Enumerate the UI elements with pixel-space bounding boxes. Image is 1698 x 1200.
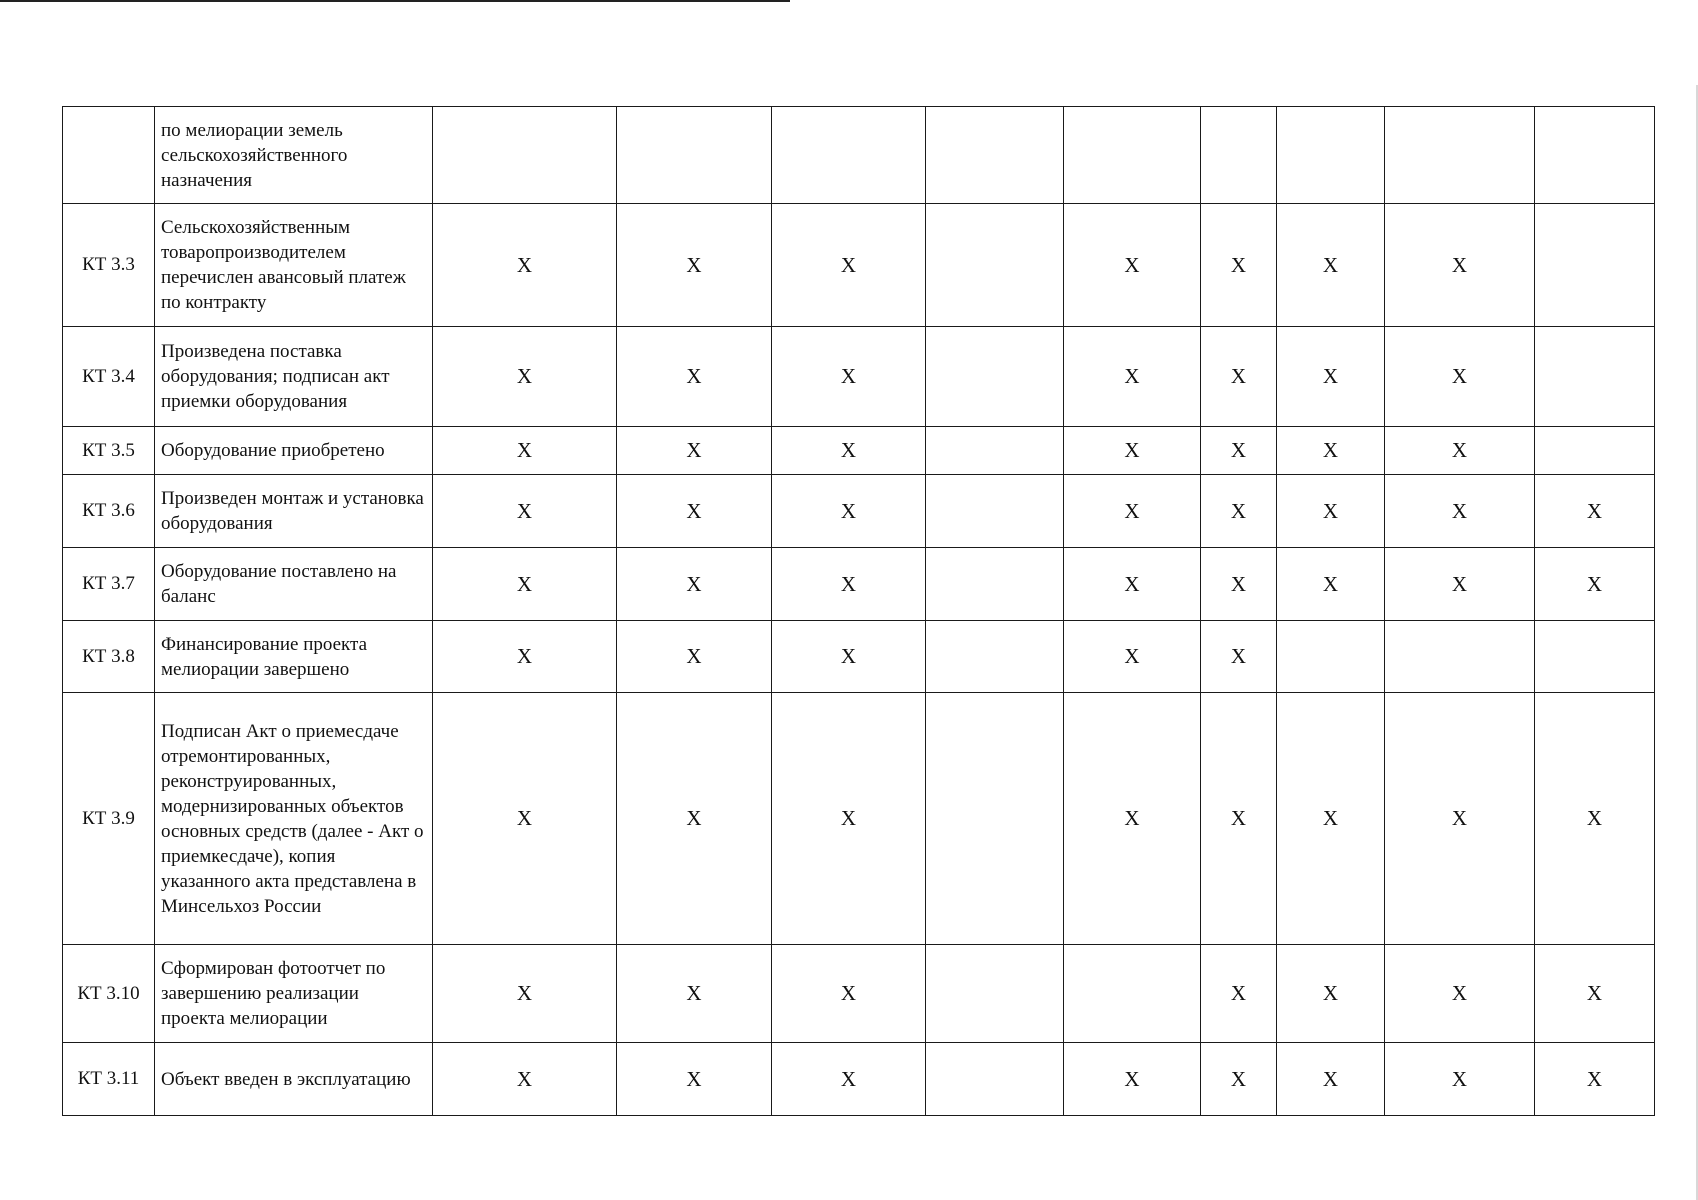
mark-cell bbox=[926, 475, 1064, 548]
row-code: КТ 3.11 bbox=[63, 1043, 155, 1116]
mark-cell: X bbox=[617, 945, 772, 1043]
mark-cell: X bbox=[1064, 1043, 1201, 1116]
mark-cell: X bbox=[1201, 475, 1277, 548]
mark-cell bbox=[1064, 945, 1201, 1043]
table-row bbox=[63, 1043, 1655, 1116]
mark-cell: X bbox=[617, 475, 772, 548]
mark-cell: X bbox=[1535, 693, 1655, 945]
mark-cell: X bbox=[1201, 621, 1277, 693]
mark-cell bbox=[1277, 621, 1385, 693]
mark-cell bbox=[772, 107, 926, 204]
mark-cell: X bbox=[617, 548, 772, 621]
mark-cell: X bbox=[1535, 945, 1655, 1043]
row-code: КТ 3.8 bbox=[63, 621, 155, 693]
mark-cell: X bbox=[1064, 427, 1201, 475]
mark-cell: X bbox=[433, 427, 617, 475]
mark-cell: X bbox=[1277, 327, 1385, 427]
mark-cell: X bbox=[433, 204, 617, 327]
mark-cell: X bbox=[1277, 945, 1385, 1043]
mark-cell bbox=[926, 327, 1064, 427]
mark-cell: X bbox=[772, 693, 926, 945]
mark-cell: X bbox=[617, 621, 772, 693]
row-code: КТ 3.3 bbox=[63, 204, 155, 327]
row-description: Сельскохозяйственным товаропроизводителем перечислен авансовый платеж по контракту bbox=[155, 204, 433, 327]
control-points-table bbox=[62, 106, 1655, 1116]
table-body bbox=[63, 107, 1655, 1116]
mark-cell: X bbox=[1385, 327, 1535, 427]
mark-cell: X bbox=[1385, 475, 1535, 548]
mark-cell: X bbox=[772, 475, 926, 548]
mark-cell: X bbox=[772, 945, 926, 1043]
mark-cell: X bbox=[772, 1043, 926, 1116]
mark-cell bbox=[926, 945, 1064, 1043]
mark-cell: X bbox=[433, 548, 617, 621]
mark-cell: X bbox=[1535, 475, 1655, 548]
mark-cell: X bbox=[617, 427, 772, 475]
mark-cell: X bbox=[1535, 548, 1655, 621]
mark-cell: X bbox=[617, 1043, 772, 1116]
mark-cell: X bbox=[1201, 548, 1277, 621]
mark-cell: X bbox=[1201, 204, 1277, 327]
mark-cell bbox=[926, 427, 1064, 475]
mark-cell: X bbox=[772, 327, 926, 427]
mark-cell bbox=[926, 204, 1064, 327]
mark-cell bbox=[433, 107, 617, 204]
row-description: Произведена поставка оборудования; подписан акт приемки оборудования bbox=[155, 327, 433, 427]
mark-cell bbox=[926, 1043, 1064, 1116]
mark-cell: X bbox=[1064, 327, 1201, 427]
mark-cell: X bbox=[433, 693, 617, 945]
mark-cell: X bbox=[433, 945, 617, 1043]
mark-cell: X bbox=[772, 548, 926, 621]
mark-cell bbox=[1535, 204, 1655, 327]
mark-cell: X bbox=[1277, 548, 1385, 621]
mark-cell: X bbox=[617, 693, 772, 945]
mark-cell bbox=[1535, 107, 1655, 204]
row-description: по мелиорации земель сельскохозяйственного назначения bbox=[155, 107, 433, 204]
mark-cell: X bbox=[1201, 693, 1277, 945]
row-code: КТ 3.7 bbox=[63, 548, 155, 621]
mark-cell: X bbox=[617, 327, 772, 427]
mark-cell: X bbox=[433, 327, 617, 427]
mark-cell: X bbox=[1385, 945, 1535, 1043]
mark-cell: X bbox=[1064, 693, 1201, 945]
mark-cell: X bbox=[1201, 1043, 1277, 1116]
row-code: КТ 3.4 bbox=[63, 327, 155, 427]
mark-cell: X bbox=[772, 621, 926, 693]
mark-cell: X bbox=[617, 204, 772, 327]
mark-cell: X bbox=[1064, 204, 1201, 327]
row-code: КТ 3.5 bbox=[63, 427, 155, 475]
row-code: КТ 3.6 bbox=[63, 475, 155, 548]
mark-cell: X bbox=[1385, 1043, 1535, 1116]
mark-cell: X bbox=[1201, 427, 1277, 475]
table-row bbox=[63, 427, 1655, 475]
table-row bbox=[63, 475, 1655, 548]
table-row bbox=[63, 621, 1655, 693]
mark-cell: X bbox=[1535, 1043, 1655, 1116]
mark-cell bbox=[1385, 107, 1535, 204]
mark-cell bbox=[1277, 107, 1385, 204]
mark-cell bbox=[1201, 107, 1277, 204]
mark-cell bbox=[1064, 107, 1201, 204]
mark-cell bbox=[926, 107, 1064, 204]
table-row bbox=[63, 945, 1655, 1043]
row-code: КТ 3.10 bbox=[63, 945, 155, 1043]
mark-cell bbox=[1385, 621, 1535, 693]
row-description: Финансирование проекта мелиорации завершено bbox=[155, 621, 433, 693]
mark-cell: X bbox=[1064, 548, 1201, 621]
mark-cell: X bbox=[433, 475, 617, 548]
row-code bbox=[63, 107, 155, 204]
row-description: Оборудование поставлено на баланс bbox=[155, 548, 433, 621]
mark-cell: X bbox=[1277, 475, 1385, 548]
mark-cell: X bbox=[433, 1043, 617, 1116]
table-row bbox=[63, 107, 1655, 204]
mark-cell bbox=[1535, 427, 1655, 475]
mark-cell: X bbox=[1385, 204, 1535, 327]
row-description: Произведен монтаж и установка оборудования bbox=[155, 475, 433, 548]
mark-cell bbox=[1535, 327, 1655, 427]
mark-cell: X bbox=[1064, 621, 1201, 693]
mark-cell bbox=[926, 548, 1064, 621]
table-row bbox=[63, 327, 1655, 427]
mark-cell: X bbox=[1277, 693, 1385, 945]
mark-cell: X bbox=[772, 427, 926, 475]
mark-cell: X bbox=[772, 204, 926, 327]
row-description: Подписан Акт о приемесдаче отремонтированных, реконструированных, модернизированных объектов основных средств (далее - Акт о приемкесдаче), копия указанного акта представлена в Минсельхоз России bbox=[155, 693, 433, 945]
mark-cell: X bbox=[1201, 327, 1277, 427]
table-row bbox=[63, 548, 1655, 621]
mark-cell: X bbox=[433, 621, 617, 693]
top-rule bbox=[0, 0, 790, 2]
mark-cell bbox=[926, 621, 1064, 693]
mark-cell: X bbox=[1277, 204, 1385, 327]
mark-cell: X bbox=[1201, 945, 1277, 1043]
row-description: Объект введен в эксплуатацию bbox=[155, 1043, 433, 1116]
row-description: Сформирован фотоотчет по завершению реализации проекта мелиорации bbox=[155, 945, 433, 1043]
mark-cell: X bbox=[1385, 548, 1535, 621]
row-code: КТ 3.9 bbox=[63, 693, 155, 945]
mark-cell: X bbox=[1385, 427, 1535, 475]
mark-cell: X bbox=[1064, 475, 1201, 548]
row-description: Оборудование приобретено bbox=[155, 427, 433, 475]
mark-cell: X bbox=[1277, 427, 1385, 475]
mark-cell bbox=[1535, 621, 1655, 693]
table-row bbox=[63, 204, 1655, 327]
table-row bbox=[63, 693, 1655, 945]
mark-cell bbox=[617, 107, 772, 204]
mark-cell: X bbox=[1385, 693, 1535, 945]
mark-cell bbox=[926, 693, 1064, 945]
mark-cell: X bbox=[1277, 1043, 1385, 1116]
